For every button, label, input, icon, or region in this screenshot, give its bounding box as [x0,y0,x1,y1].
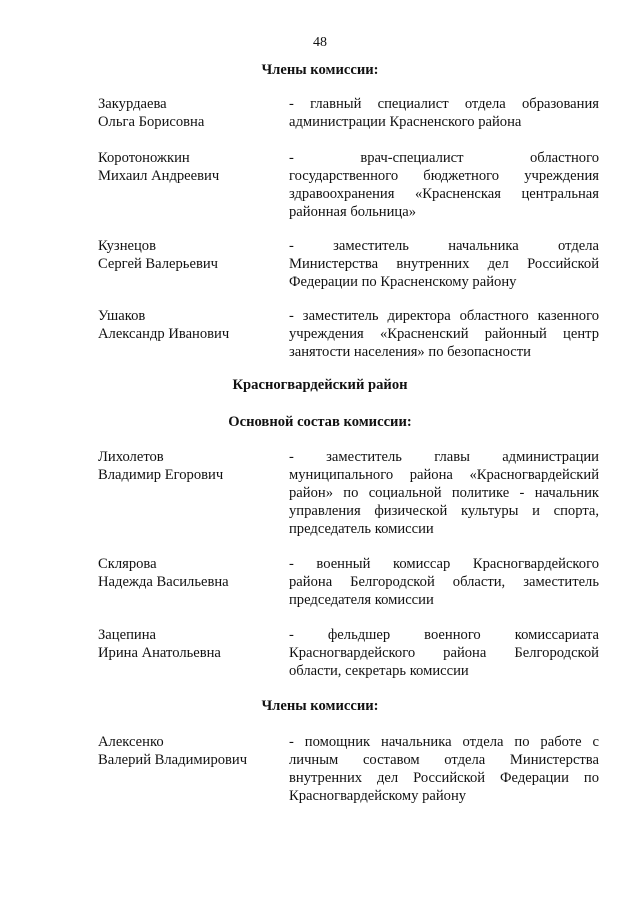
page-number: 48 [313,35,327,50]
member-name [98,95,283,131]
member-surname: Ушаков [98,308,146,324]
member-name [98,555,283,591]
member-name [98,448,283,484]
member-role [289,555,599,609]
role-line: - военный комиссар Красногвардейского [289,556,599,572]
section-heading: Члены комиссии: [261,698,379,714]
role-line: здравоохранения «Красненская центральная [289,186,599,202]
role-line: внутренних дел Российской Федерации по [289,770,599,786]
role-line: - врач-специалист областного [289,150,599,166]
role-line: занятости населения» по безопасности [289,344,531,360]
role-line: управления физической культуры и спорта, [289,503,599,519]
role-line: - главный специалист отдела образования [289,96,599,112]
member-role [289,95,599,131]
role-line: государственного бюджетного учреждения [289,168,599,184]
member-role [289,448,599,538]
role-line: Красногвардейского района Белгородской [289,645,599,661]
member-role [289,307,599,361]
member-role [289,733,599,805]
member-given-name: Надежда Васильевна [98,574,229,590]
role-line: - помощник начальника отдела по работе с [289,734,599,750]
role-line: председатель комиссии [289,521,434,537]
member-role [289,626,599,680]
member-name [98,237,283,273]
role-line: район» по социальной политике - начальник [289,485,599,501]
role-line: - фельдшер военного комиссариата [289,627,599,643]
member-role [289,149,599,221]
member-surname: Кузнецов [98,238,156,254]
role-line: муниципального района «Красногвардейский [289,467,599,483]
role-line: учреждения «Красненский районный центр [289,326,599,342]
role-line: администрации Красненского района [289,114,522,130]
member-surname: Алексенко [98,734,164,750]
member-given-name: Александр Иванович [98,326,230,342]
role-line: Министерства внутренних дел Российской [289,256,599,272]
member-name [98,733,283,769]
member-surname: Лихолетов [98,449,164,465]
member-surname: Зацепина [98,627,156,643]
role-line: Федерации по Красненскому району [289,274,517,290]
role-line: личным составом отдела Министерства [289,752,599,768]
role-line: района Белгородской области, заместитель [289,574,599,590]
district-heading: Красногвардейский район [232,377,408,393]
member-given-name: Сергей Валерьевич [98,256,218,272]
role-line: области, секретарь комиссии [289,663,469,679]
member-given-name: Ольга Борисовна [98,114,205,130]
role-line: Красногвардейскому району [289,788,467,804]
member-name [98,307,283,343]
section-heading: Основной состав комиссии: [228,414,412,430]
member-name [98,626,283,662]
member-given-name: Ирина Анатольевна [98,645,221,661]
member-surname: Коротоножкин [98,150,190,166]
member-name [98,149,283,185]
member-role [289,237,599,291]
role-line: - заместитель начальника отдела [289,238,599,254]
member-given-name: Михаил Андреевич [98,168,220,184]
member-surname: Склярова [98,556,157,572]
member-given-name: Владимир Егорович [98,467,224,483]
role-line: - заместитель директора областного казенного [289,308,599,324]
member-surname: Закурдаева [98,96,167,112]
section-heading: Члены комиссии: [261,62,379,78]
role-line: районная больница» [289,204,417,220]
role-line: председателя комиссии [289,592,434,608]
member-given-name: Валерий Владимирович [98,752,248,768]
role-line: - заместитель главы администрации [289,449,599,465]
